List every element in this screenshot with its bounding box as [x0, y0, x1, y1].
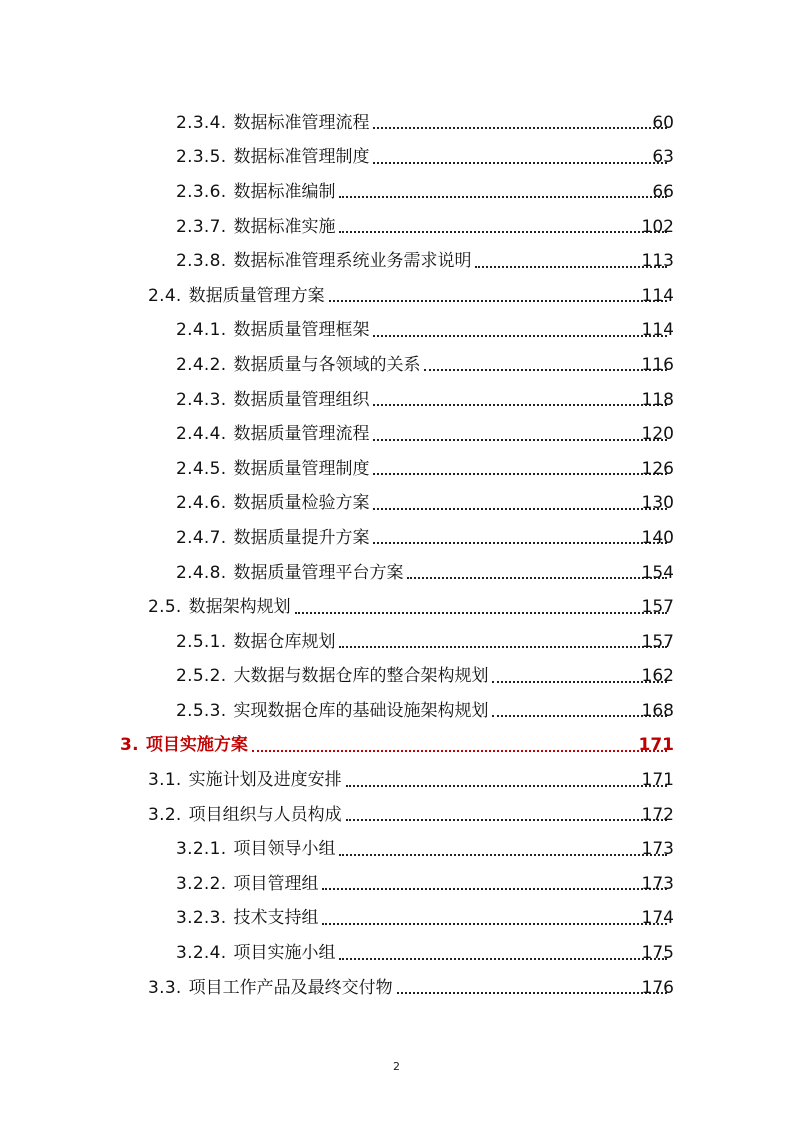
toc-dot-leader	[339, 646, 667, 648]
toc-entry-page-number: 173	[641, 873, 674, 894]
toc-dot-leader	[339, 854, 667, 856]
toc-entry[interactable]	[0, 936, 793, 971]
toc-entry-page-number: 126	[641, 458, 674, 479]
toc-dot-leader	[329, 300, 667, 302]
toc-entry-title: 技术支持组	[233, 908, 319, 929]
toc-entry[interactable]	[0, 383, 793, 418]
toc-dot-leader	[339, 196, 667, 198]
toc-entry-number: 3.2.	[148, 804, 182, 825]
toc-entry[interactable]	[0, 106, 793, 141]
toc-entry[interactable]	[0, 902, 793, 937]
toc-entry-title: 数据标准实施	[233, 216, 336, 237]
toc-entry-title: 项目实施小组	[233, 943, 336, 964]
toc-entry-page-number: 63	[652, 147, 674, 168]
toc-entry[interactable]	[0, 314, 793, 349]
toc-entry-title: 数据质量管理框架	[233, 320, 370, 341]
toc-entry[interactable]	[0, 141, 793, 176]
toc-entry[interactable]	[0, 660, 793, 695]
toc-entry[interactable]	[0, 348, 793, 383]
toc-entry[interactable]	[0, 694, 793, 729]
toc-entry-number: 3.	[120, 735, 139, 756]
toc-entry-number: 2.4.	[148, 285, 182, 306]
toc-dot-leader	[339, 958, 667, 960]
toc-dot-leader	[397, 992, 667, 994]
toc-entry-title: 实施计划及进度安排	[188, 770, 342, 791]
toc-entry-number: 2.4.2.	[176, 354, 227, 375]
toc-dot-leader	[373, 473, 667, 475]
toc-entry-page-number: 120	[641, 424, 674, 445]
toc-entry-number: 2.4.8.	[176, 562, 227, 583]
toc-entry-title: 项目实施方案	[145, 735, 248, 756]
toc-entry-title: 数据标准管理系统业务需求说明	[233, 251, 472, 272]
toc-entry-number: 3.2.3.	[176, 908, 227, 929]
toc-dot-leader	[346, 819, 667, 821]
toc-entry-title: 数据标准管理流程	[233, 112, 370, 133]
toc-entry-page-number: 173	[641, 839, 674, 860]
toc-entry-number: 2.3.8.	[176, 251, 227, 272]
toc-dot-leader	[339, 231, 667, 233]
toc-dot-leader	[373, 127, 667, 129]
table-of-contents	[0, 106, 793, 1005]
toc-entry-number: 3.2.1.	[176, 839, 227, 860]
toc-entry-title: 数据质量管理平台方案	[233, 562, 404, 583]
toc-entry-page-number: 118	[641, 389, 674, 410]
toc-dot-leader	[322, 923, 667, 925]
toc-entry-title: 数据质量管理方案	[188, 285, 325, 306]
toc-entry-page-number: 174	[641, 908, 674, 929]
toc-entry-title: 项目组织与人员构成	[188, 804, 342, 825]
toc-entry-number: 2.4.4.	[176, 424, 227, 445]
toc-entry-page-number: 102	[641, 216, 674, 237]
toc-entry-title: 数据标准管理制度	[233, 147, 370, 168]
toc-dot-leader	[322, 888, 667, 890]
toc-entry-page-number: 60	[652, 112, 674, 133]
toc-entry-page-number: 130	[641, 493, 674, 514]
toc-entry-title: 项目领导小组	[233, 839, 336, 860]
toc-entry-page-number: 114	[641, 285, 674, 306]
toc-dot-leader	[346, 785, 667, 787]
toc-dot-leader	[252, 750, 667, 752]
toc-entry-number: 2.3.7.	[176, 216, 227, 237]
toc-entry-number: 2.5.2.	[176, 666, 227, 687]
toc-entry-number: 2.3.5.	[176, 147, 227, 168]
toc-entry-page-number: 168	[641, 700, 674, 721]
toc-dot-leader	[407, 577, 667, 579]
toc-entry-page-number: 171	[641, 770, 674, 791]
toc-entry-page-number: 140	[641, 527, 674, 548]
toc-entry-page-number: 116	[641, 354, 674, 375]
toc-entry[interactable]	[0, 487, 793, 522]
toc-entry-title: 大数据与数据仓库的整合架构规划	[233, 666, 489, 687]
toc-entry-title: 数据仓库规划	[233, 631, 336, 652]
toc-entry-number: 3.3.	[148, 977, 182, 998]
toc-entry-title: 数据质量与各领域的关系	[233, 354, 421, 375]
toc-dot-leader	[373, 542, 667, 544]
toc-entry-number: 2.3.6.	[176, 181, 227, 202]
toc-entry-title: 项目工作产品及最终交付物	[188, 977, 393, 998]
toc-entry[interactable]	[0, 590, 793, 625]
toc-entry-page-number: 162	[641, 666, 674, 687]
toc-entry-page-number: 171	[638, 735, 674, 756]
toc-entry[interactable]	[0, 625, 793, 660]
toc-entry-title: 数据质量提升方案	[233, 527, 370, 548]
toc-entry[interactable]	[0, 971, 793, 1006]
toc-entry-page-number: 176	[641, 977, 674, 998]
toc-entry[interactable]	[0, 417, 793, 452]
toc-entry[interactable]	[0, 763, 793, 798]
toc-entry-page-number: 172	[641, 804, 674, 825]
toc-entry-title: 数据标准编制	[233, 181, 336, 202]
toc-dot-leader	[295, 612, 667, 614]
toc-entry-number: 2.5.	[148, 597, 182, 618]
toc-dot-leader	[373, 439, 667, 441]
toc-entry-title: 数据质量检验方案	[233, 493, 370, 514]
toc-entry[interactable]	[0, 175, 793, 210]
toc-entry-title: 数据质量管理流程	[233, 424, 370, 445]
toc-entry-page-number: 154	[641, 562, 674, 583]
toc-entry-number: 2.4.1.	[176, 320, 227, 341]
toc-entry-page-number: 113	[641, 251, 674, 272]
toc-dot-leader	[373, 335, 667, 337]
toc-entry-number: 2.5.3.	[176, 700, 227, 721]
toc-entry-page-number: 157	[641, 597, 674, 618]
toc-entry-title: 实现数据仓库的基础设施架构规划	[233, 700, 489, 721]
toc-entry-number: 2.4.6.	[176, 493, 227, 514]
toc-entry-number: 2.4.5.	[176, 458, 227, 479]
toc-entry-number: 2.5.1.	[176, 631, 227, 652]
toc-entry-title: 数据质量管理组织	[233, 389, 370, 410]
toc-entry-number: 3.2.2.	[176, 873, 227, 894]
toc-entry[interactable]	[0, 798, 793, 833]
toc-entry-number: 2.4.3.	[176, 389, 227, 410]
toc-entry[interactable]	[0, 279, 793, 314]
toc-entry[interactable]	[0, 210, 793, 245]
toc-dot-leader	[373, 162, 667, 164]
toc-entry-page-number: 114	[641, 320, 674, 341]
toc-entry[interactable]	[0, 556, 793, 591]
toc-dot-leader	[373, 404, 667, 406]
toc-entry[interactable]	[0, 867, 793, 902]
toc-entry[interactable]	[0, 452, 793, 487]
toc-entry[interactable]	[0, 521, 793, 556]
toc-entry-title: 数据架构规划	[188, 597, 291, 618]
toc-dot-leader	[424, 369, 667, 371]
toc-chapter-entry[interactable]	[0, 729, 793, 764]
toc-dot-leader	[373, 508, 667, 510]
toc-entry-number: 2.4.7.	[176, 527, 227, 548]
toc-entry-number: 3.1.	[148, 770, 182, 791]
toc-entry-number: 2.3.4.	[176, 112, 227, 133]
toc-entry-page-number: 175	[641, 943, 674, 964]
toc-entry-page-number: 157	[641, 631, 674, 652]
toc-entry-number: 3.2.4.	[176, 943, 227, 964]
page-number: 2	[393, 1060, 400, 1073]
toc-entry-title: 数据质量管理制度	[233, 458, 370, 479]
toc-entry-title: 项目管理组	[233, 873, 319, 894]
toc-entry[interactable]	[0, 244, 793, 279]
toc-entry-page-number: 66	[652, 181, 674, 202]
toc-entry[interactable]	[0, 832, 793, 867]
